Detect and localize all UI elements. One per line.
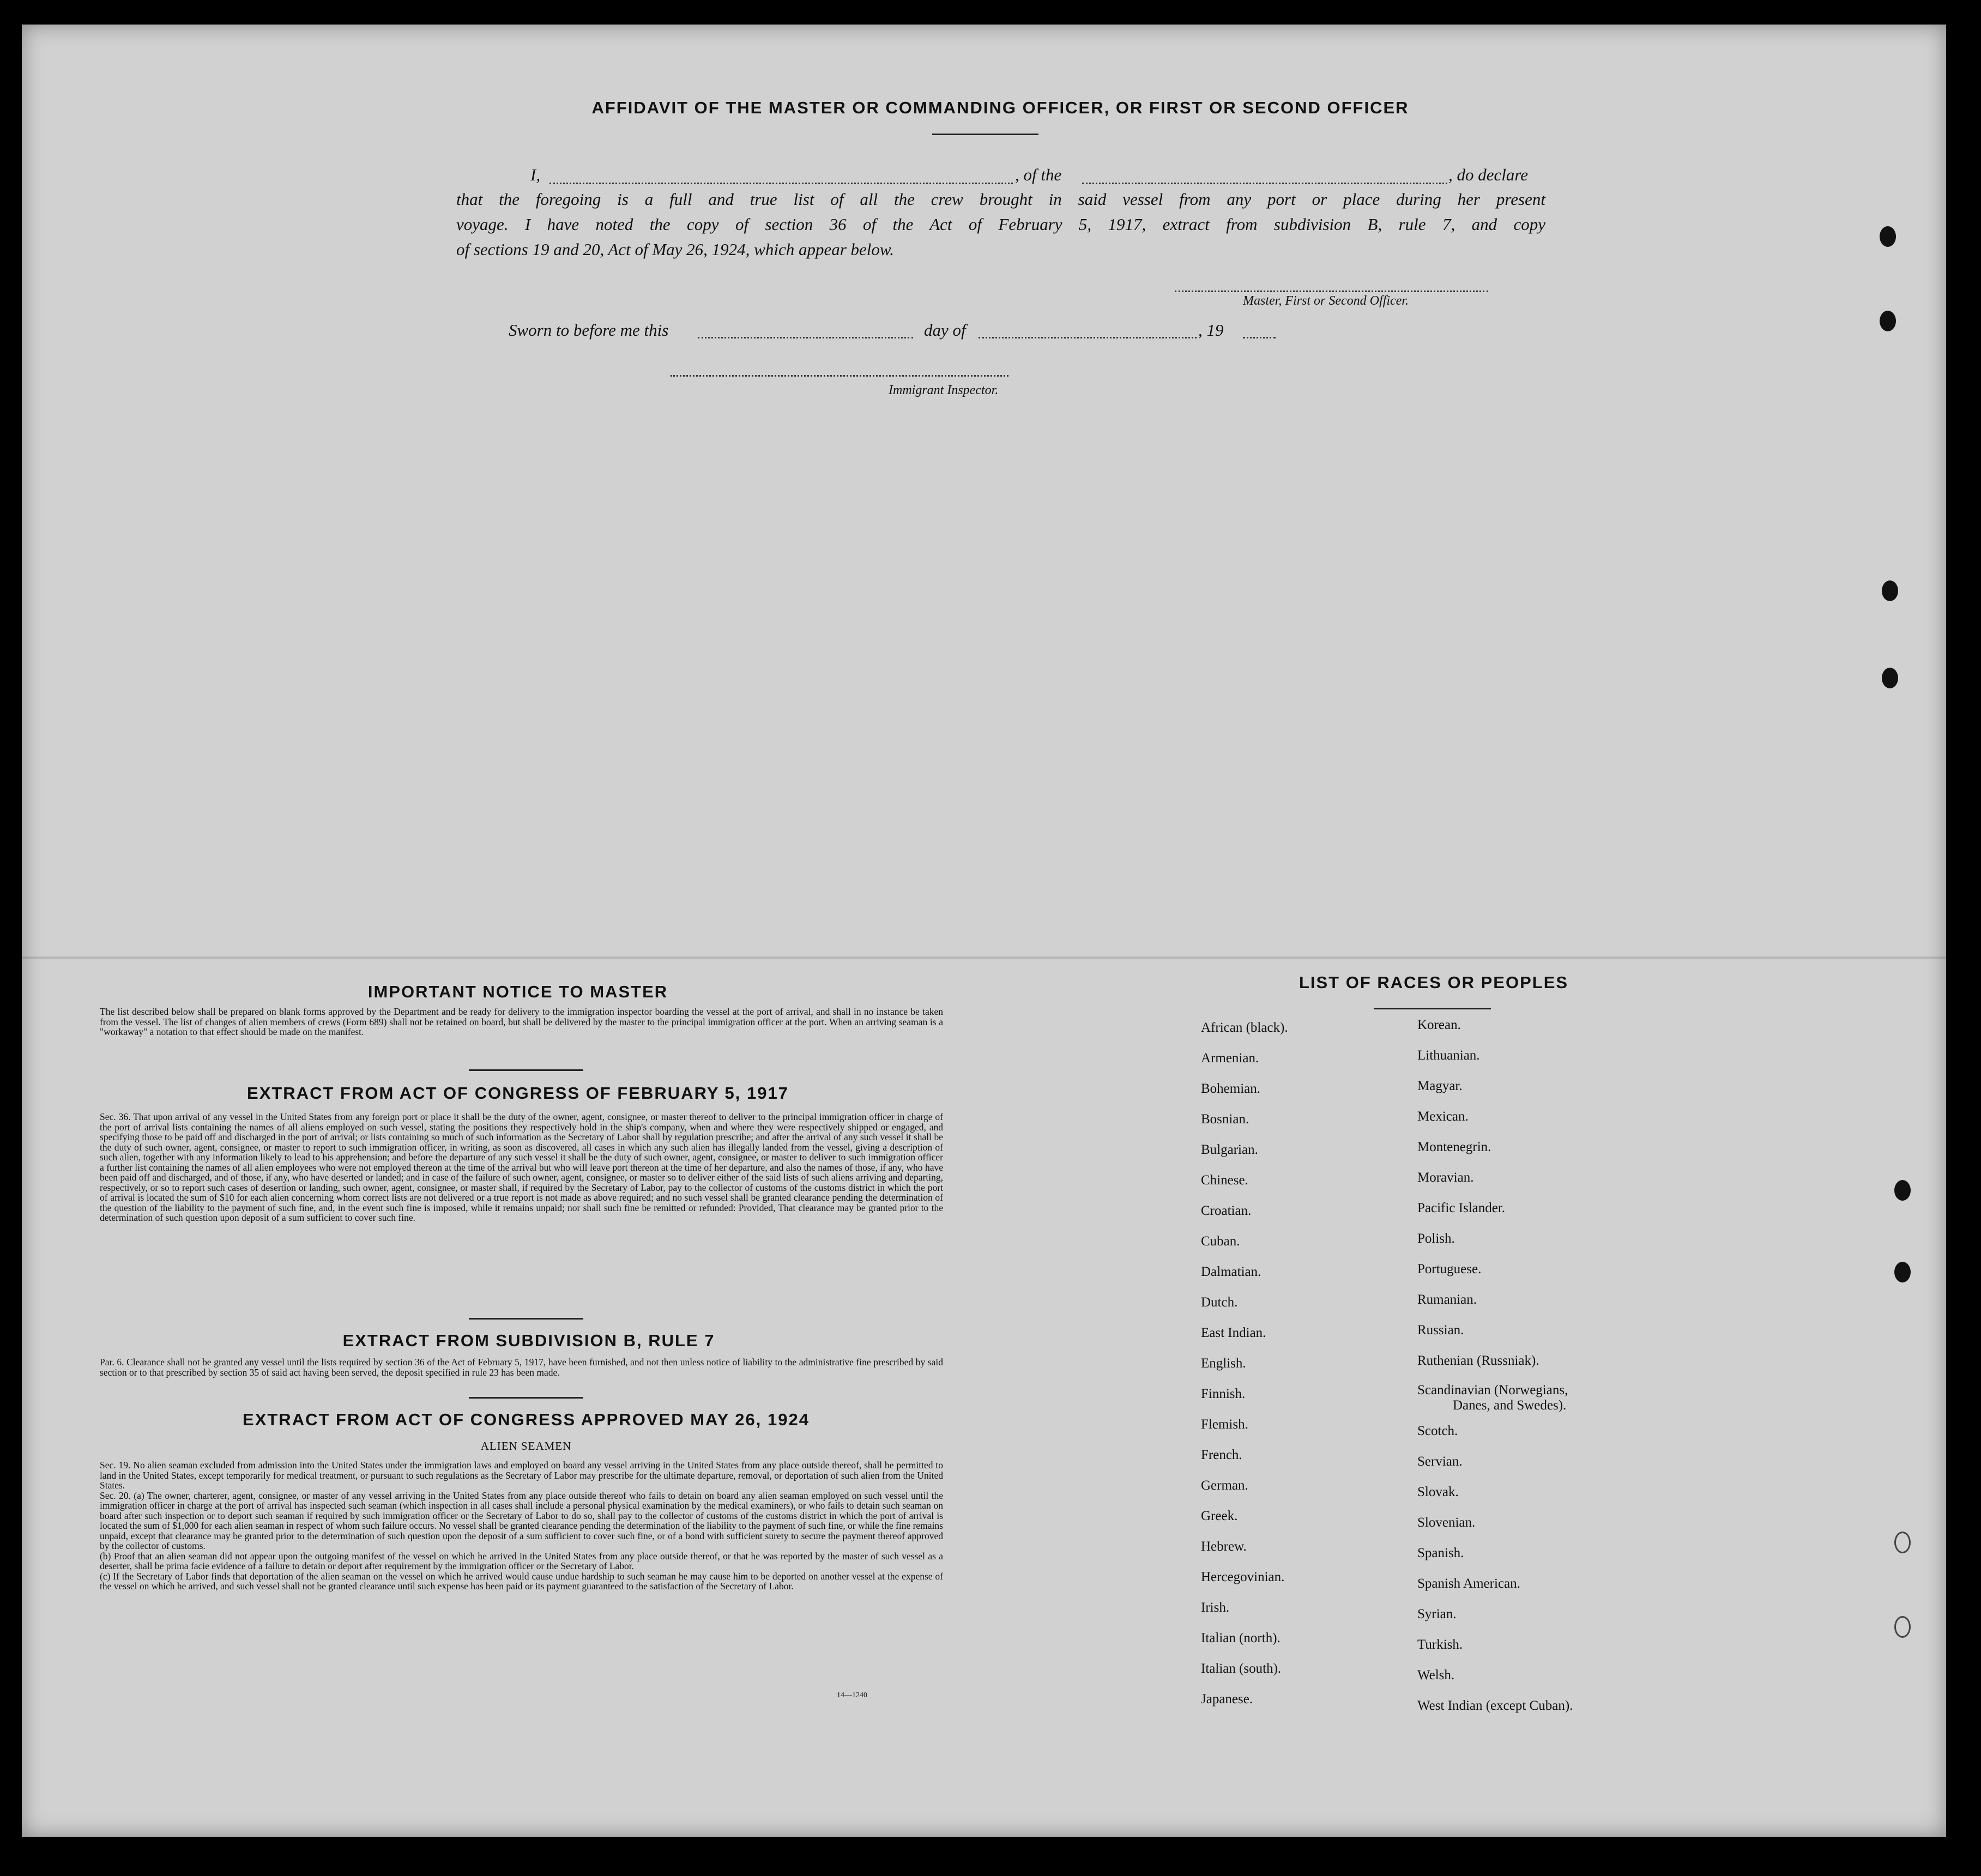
race-left-item: English. bbox=[1201, 1356, 1246, 1371]
race-right-item: Mexican. bbox=[1417, 1109, 1469, 1124]
punch-hole bbox=[1882, 580, 1898, 601]
races-title: LIST OF RACES OR PEOPLES bbox=[1298, 973, 1569, 992]
race-right-item: Syrian. bbox=[1417, 1607, 1457, 1621]
sworn-month-blank bbox=[979, 337, 1197, 338]
sec-20a-text: Sec. 20. (a) The owner, charterer, agent, consignee, or master of any vessel arriving in the United States from any place outside thereof who fails to detain on board any alien seaman employed on such vessel until the immigration officer in charge at the port of arrival has inspected such seaman (which inspection in all cases shall include a personal physical examination by the medical examiners), or who fails to detain such seaman on board after such inspection or to deport such seaman if required by such immigration officer or the Secretary of Labor to do so, shall pay to the collector of customs of the customs district in which the port of arrival is located the sum of $1,000 for each alien seaman in respect of whom such failure occurs. No vessel shall be granted clearance pending the determination of the liability to the payment of such fine, or while the fine remains unpaid, except that clearance may be granted prior to the determination of such question upon the deposit of a sum sufficient to cover such fine, or of a bond with sufficient surety to secure the payment thereof approved by the collector of customs. bbox=[100, 1490, 943, 1551]
notice-title: IMPORTANT NOTICE TO MASTER bbox=[367, 982, 668, 1001]
race-right-item: Rumanian. bbox=[1417, 1292, 1477, 1307]
do-declare-label: , do declare bbox=[1448, 165, 1529, 184]
race-left-item: Bosnian. bbox=[1201, 1112, 1249, 1127]
race-left-item: Hercegovinian. bbox=[1201, 1570, 1285, 1584]
form-number: 14—1240 bbox=[837, 1691, 867, 1699]
sworn-label: Sworn to before me this bbox=[509, 320, 669, 340]
race-right-item: Slovak. bbox=[1417, 1485, 1459, 1499]
race-left-item: Flemish. bbox=[1201, 1417, 1248, 1432]
day-of-label: day of bbox=[924, 320, 966, 340]
race-left-item: African (black). bbox=[1201, 1020, 1288, 1035]
race-right-item: Spanish American. bbox=[1417, 1576, 1520, 1591]
race-left-item: Chinese. bbox=[1201, 1173, 1248, 1188]
race-left-item: Hebrew. bbox=[1201, 1539, 1247, 1554]
inspector-signature-blank bbox=[671, 375, 1008, 377]
master-signature-label: Master, First or Second Officer. bbox=[1243, 294, 1409, 308]
punch-hole bbox=[1894, 1532, 1911, 1553]
punch-hole bbox=[1880, 226, 1896, 247]
race-left-item: Irish. bbox=[1201, 1600, 1230, 1615]
race-left-item: Bohemian. bbox=[1201, 1081, 1261, 1096]
race-right-item: Scotch. bbox=[1417, 1424, 1458, 1438]
affidavit-line-3: of sections 19 and 20, Act of May 26, 1924, which appear below. bbox=[456, 240, 895, 259]
race-left-item: Armenian. bbox=[1201, 1051, 1259, 1066]
race-left-item: Dutch. bbox=[1201, 1295, 1238, 1310]
race-left-item: Dalmatian. bbox=[1201, 1264, 1261, 1279]
i-label: I, bbox=[530, 165, 541, 184]
extract-1917-rule bbox=[469, 1318, 583, 1320]
of-the-label: , of the bbox=[1015, 165, 1062, 184]
extract-1924-title: EXTRACT FROM ACT OF CONGRESS APPROVED MAY 26, 1924 bbox=[243, 1410, 810, 1429]
extract-1924-text bbox=[100, 1460, 943, 1591]
race-right-item: Spanish. bbox=[1417, 1546, 1464, 1560]
race-left-item: French. bbox=[1201, 1448, 1242, 1462]
affidavit-line-2: voyage. I have noted the copy of section 36 of the Act of February 5, 1917, extract from subdivision B, rule 7, and copy bbox=[456, 215, 1545, 234]
vessel-blank bbox=[1082, 183, 1447, 184]
race-right-item: Danes, and Swedes). bbox=[1453, 1398, 1567, 1413]
race-right-item: Servian. bbox=[1417, 1454, 1463, 1469]
extract-1917-title: EXTRACT FROM ACT OF CONGRESS OF FEBRUARY 5, 1917 bbox=[247, 1084, 789, 1103]
race-right-item: West Indian (except Cuban). bbox=[1417, 1698, 1573, 1713]
affidavit-line-1: that the foregoing is a full and true list of all the crew brought in said vessel from any port or place during her present bbox=[456, 190, 1545, 209]
race-left-item: Bulgarian. bbox=[1201, 1142, 1258, 1157]
sworn-year-blank bbox=[1243, 337, 1276, 338]
sec-20c-text: (c) If the Secretary of Labor finds that deportation of the alien seaman on the vessel on which he arrived would cause undue hardship to such seaman he may cause him to be deported on another vessel at the expense of the vessel on which he arrived, and such vessel shall not be granted clearance until such expense has been paid or its payment guaranteed to the satisfaction of the Secretary of Labor. bbox=[100, 1570, 943, 1591]
race-right-item: Moravian. bbox=[1417, 1170, 1474, 1185]
title-rule bbox=[932, 134, 1038, 135]
race-left-item: Japanese. bbox=[1201, 1692, 1253, 1706]
race-right-item: Scandinavian (Norwegians, bbox=[1417, 1383, 1568, 1397]
race-left-item: Greek. bbox=[1201, 1509, 1238, 1523]
race-right-item: Turkish. bbox=[1417, 1637, 1463, 1652]
punch-hole bbox=[1880, 311, 1896, 331]
races-rule bbox=[1374, 1008, 1491, 1009]
document-page bbox=[22, 25, 1946, 1837]
punch-hole bbox=[1882, 668, 1898, 688]
race-right-item: Russian. bbox=[1417, 1323, 1464, 1338]
race-right-item: Ruthenian (Russniak). bbox=[1417, 1353, 1539, 1368]
race-left-item: Finnish. bbox=[1201, 1387, 1246, 1401]
year-label: , 19 bbox=[1198, 320, 1224, 340]
inspector-label: Immigrant Inspector. bbox=[889, 383, 999, 397]
notice-text: The list described below shall be prepared on blank forms approved by the Department and be ready for delivery to the immigration inspector boarding the vessel at the port of arrival, and shall in no instance be taken from the vessel. The list of changes of alien members of crews (Form 689) shall not be retained on board, but shall be delivered by the master to the principal immigration officer at the port. When an arriving seaman is a "workaway" a notation to that effect should be made on the manifest. bbox=[100, 1006, 943, 1037]
extract-rule7-text: Par. 6. Clearance shall not be granted any vessel until the lists required by section 36 of the Act of February 5, 1917, have been furnished, and not then unless notice of liability to the administrative fine prescribed by said section or to that prescribed by section 35 of said act having been served, the deposit specified in rule 23 has been made. bbox=[100, 1357, 943, 1378]
master-signature-blank bbox=[1175, 291, 1488, 292]
race-left-item: Cuban. bbox=[1201, 1234, 1240, 1249]
race-right-item: Magyar. bbox=[1417, 1079, 1463, 1093]
punch-hole bbox=[1894, 1180, 1911, 1201]
race-right-item: Portuguese. bbox=[1417, 1262, 1482, 1276]
punch-hole bbox=[1894, 1262, 1911, 1282]
sec-20b-text: (b) Proof that an alien seaman did not appear upon the outgoing manifest of the vessel on which he arrived in the United States from any place outside thereof, or that he was reported by the master of such vessel as a deserter, shall be prima facie evidence of a failure to detain or deport after requirement by the immigration officer or the Secretary of Labor. bbox=[100, 1550, 943, 1571]
extract-1917-text: Sec. 36. That upon arrival of any vessel in the United States from any foreign port or place it shall be the duty of the owner, agent, consignee, or master thereof to deliver to the principal immigration officer in charge of the port of arrival lists containing the names of all aliens employed on such vessel, stating the positions they respectively hold in the ship's company, when and where they were respectively shipped or engaged, and specifying those to be paid off and discharged in the port of arrival; or lists containing so much of such information as the Secretary of Labor shall by regulation prescribe; and after the arrival of any such vessel it shall be the duty of such owner, agent, consignee, or master to report to such immigration officer, in writing, as soon as discovered, all cases in which any such alien has illegally landed from the vessel, giving a description of such alien, together with any information likely to lead to his apprehension; and before the departure of any such vessel it shall be the duty of such owner, agent, consignee, or master to deliver to such immigration officer a further list containing the names of all alien employees who were not employed thereon at the time of the arrival but who will leave port thereon at the time of her departure, and also the names of those, if any, who have been paid off and discharged, and of those, if any, who have deserted or landed; and in case of the failure of such owner, agent, consignee, or master so to deliver either of the said lists of such aliens arriving and departing, respectively, or so to report such cases of desertion or landing, such owner, agent, consignee, or master shall, if required by the Secretary of Labor, pay to the collector of customs of the customs district in which the port of arrival is located the sum of $10 for each alien concerning whom correct lists are not delivered or a true report is not made as above required; and no such vessel shall be granted clearance pending the determination of the question of the liability to the payment of such fine, and, in the event such fine is imposed, while it remains unpaid; nor shall such fine be remitted or refunded: Provided, That clearance may be granted prior to the determination of such question upon deposit of a sum sufficient to cover such fine. bbox=[100, 1111, 943, 1223]
affidavit-title: AFFIDAVIT OF THE MASTER OR COMMANDING OFFICER, OR FIRST OR SECOND OFFICER bbox=[591, 98, 1409, 117]
sec-19-text: Sec. 19. No alien seaman excluded from admission into the United States under the immigration laws and employed on board any vessel arriving in the United States from any place outside thereof, shall be permitted to land in the United States, except temporarily for medical treatment, or pursuant to such regulations as the Secretary of Labor may prescribe for the ultimate departure, removal, or deportation of such alien from the United States. bbox=[100, 1460, 943, 1491]
alien-seamen-subtitle: ALIEN SEAMEN bbox=[480, 1439, 572, 1453]
race-right-item: Lithuanian. bbox=[1417, 1048, 1480, 1063]
race-left-item: Italian (south). bbox=[1201, 1661, 1282, 1676]
punch-hole bbox=[1894, 1616, 1911, 1638]
race-left-item: Croatian. bbox=[1201, 1203, 1252, 1218]
notice-rule bbox=[469, 1069, 583, 1071]
sworn-day-blank bbox=[698, 337, 913, 338]
race-right-item: Korean. bbox=[1417, 1018, 1461, 1032]
extract-rule7-title: EXTRACT FROM SUBDIVISION B, RULE 7 bbox=[342, 1331, 715, 1350]
race-right-item: Montenegrin. bbox=[1417, 1140, 1491, 1154]
race-right-item: Welsh. bbox=[1417, 1668, 1455, 1683]
race-left-item: East Indian. bbox=[1201, 1326, 1266, 1340]
name-blank bbox=[549, 183, 1013, 184]
race-left-item: Italian (north). bbox=[1201, 1631, 1281, 1645]
race-left-item: German. bbox=[1201, 1478, 1248, 1493]
race-right-item: Slovenian. bbox=[1417, 1515, 1476, 1530]
race-right-item: Pacific Islander. bbox=[1417, 1201, 1506, 1215]
page-fold bbox=[22, 957, 1946, 959]
race-right-item: Polish. bbox=[1417, 1231, 1455, 1246]
extract-rule7-rule bbox=[469, 1397, 583, 1399]
